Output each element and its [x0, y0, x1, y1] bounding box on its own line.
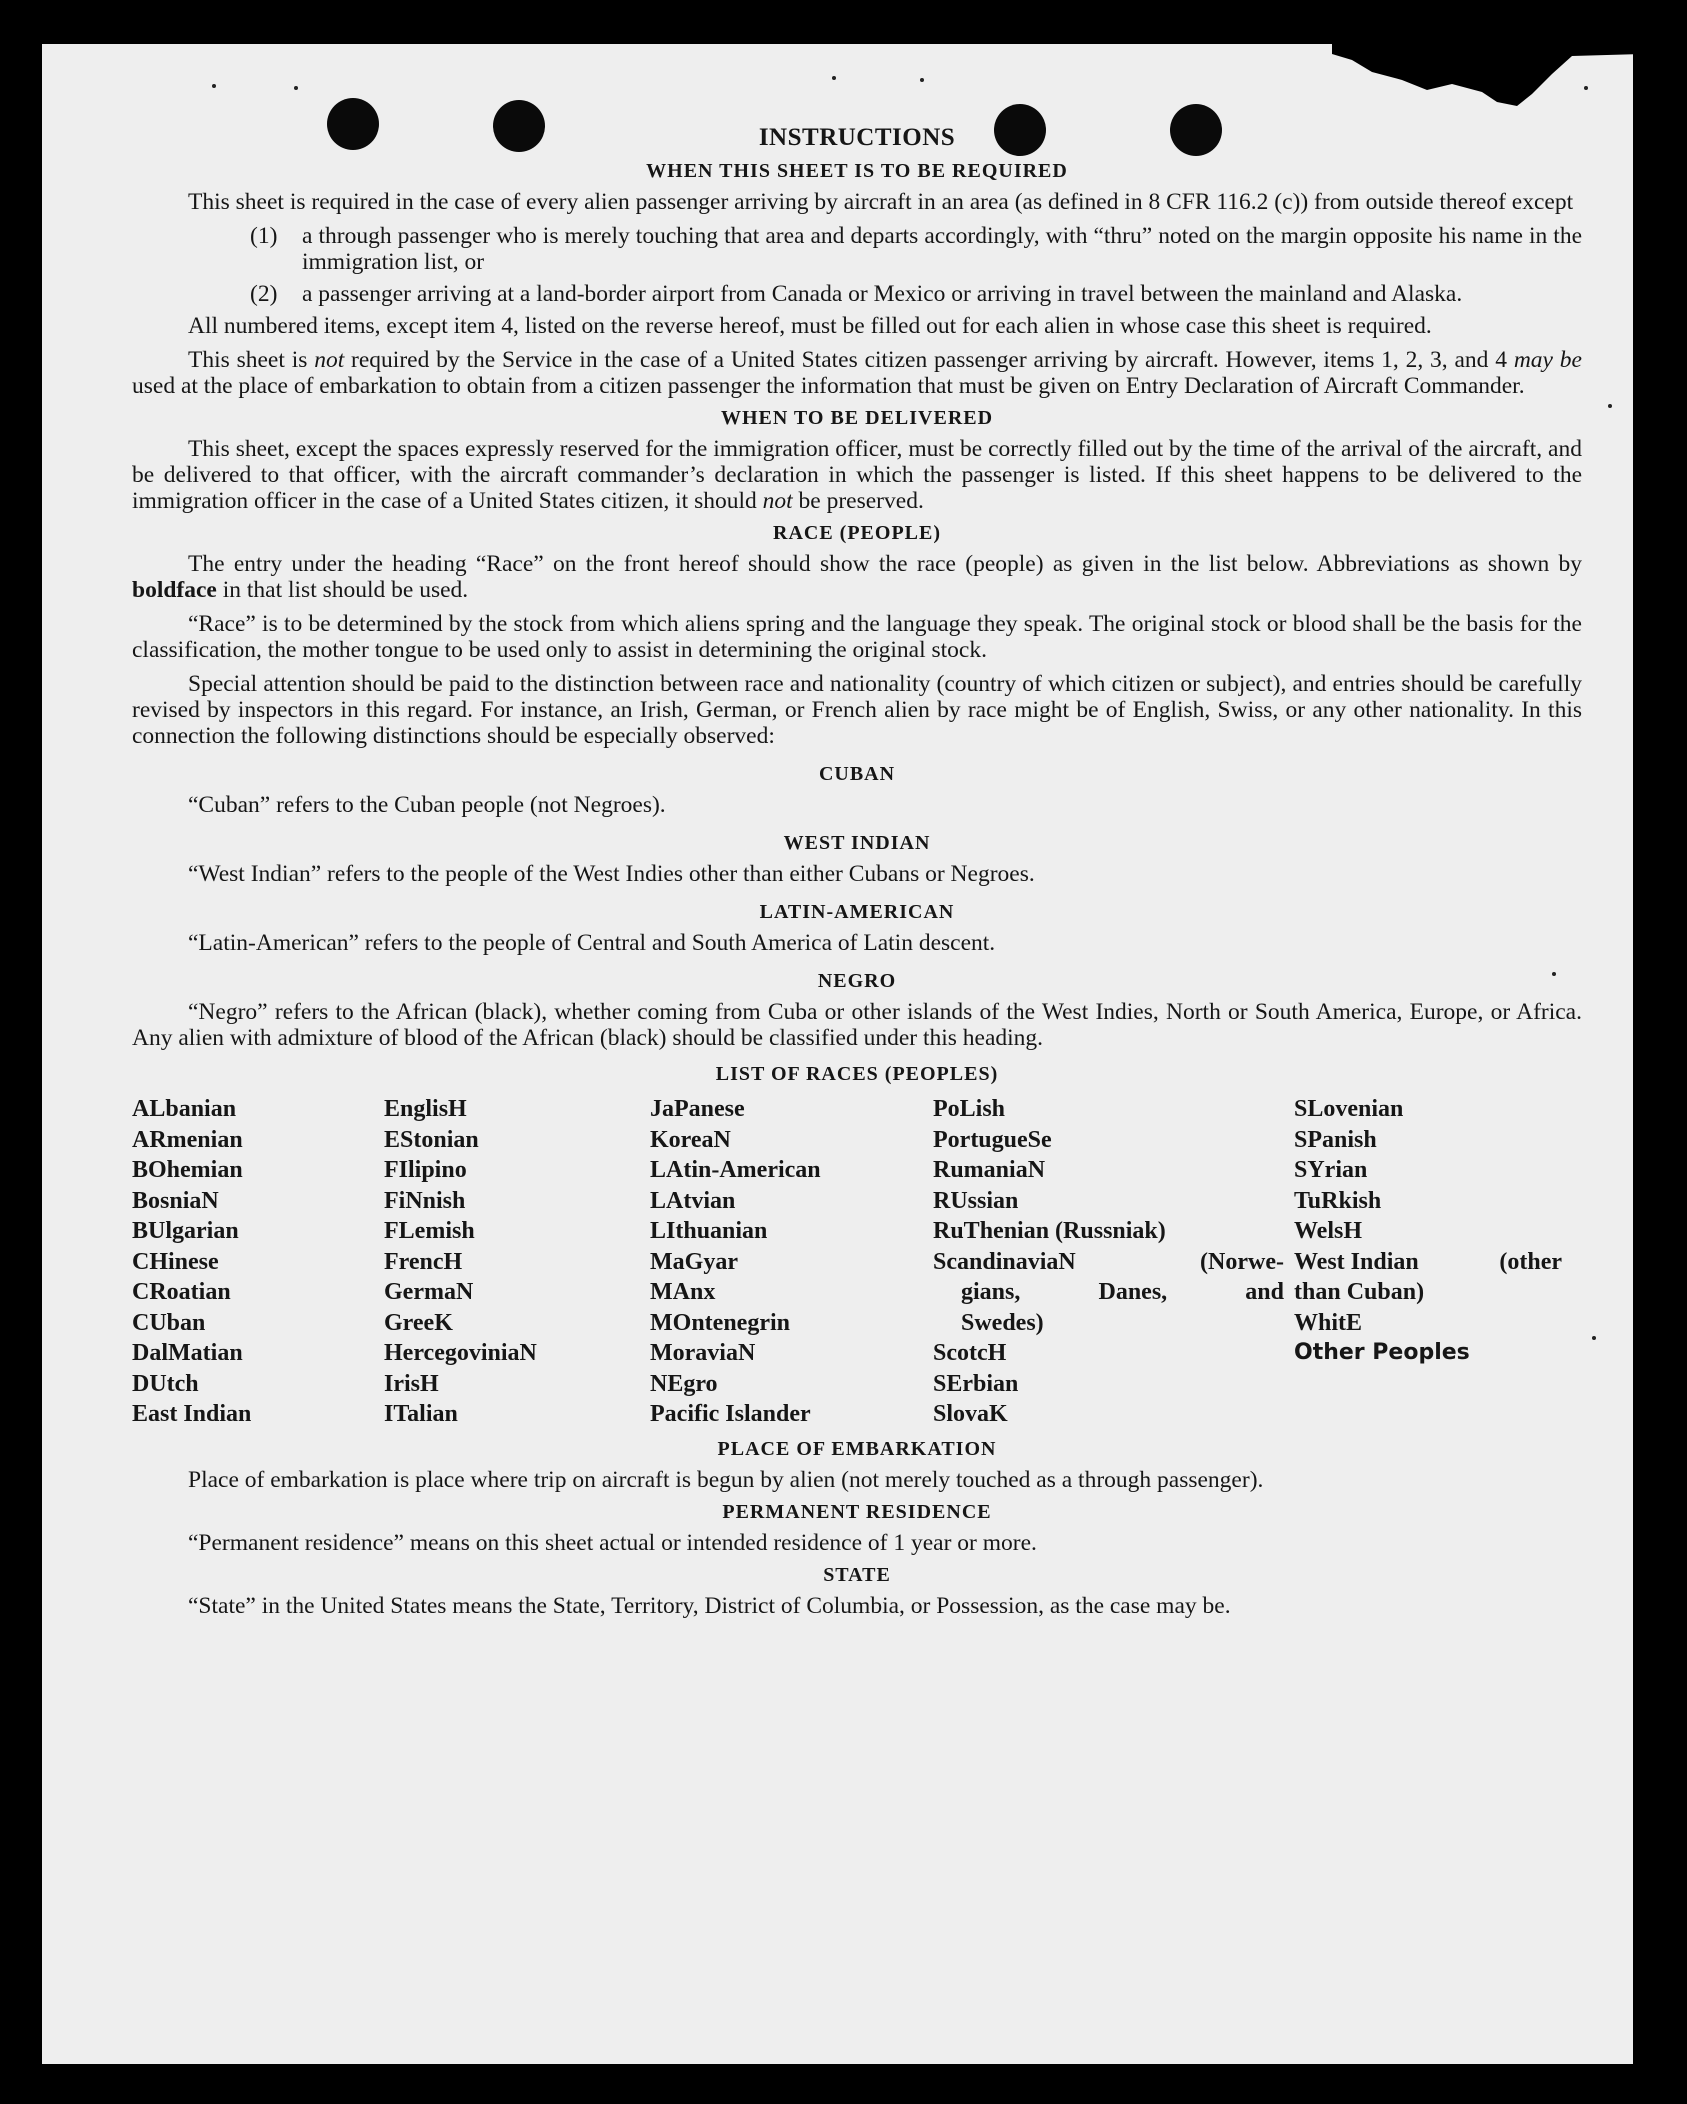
exception-number: (1): [250, 223, 278, 249]
latin-american-text: “Latin-American” refers to the people of Central and South America of Latin descent.: [188, 930, 996, 956]
section-heading-west-indian: WEST INDIAN: [783, 832, 931, 854]
race-item: ARmenian: [132, 1126, 243, 1153]
exception-item: [132, 223, 1582, 275]
section-heading-cuban: CUBAN: [818, 763, 896, 785]
west-indian-text: “West Indian” refers to the people of the West Indies other than either Cubans or Negroes.: [188, 861, 1035, 887]
race-item: DalMatian: [132, 1340, 243, 1366]
race-item: RumaniaN: [933, 1157, 1046, 1183]
race-item: RUssian: [933, 1187, 1019, 1214]
race-item: CUban: [132, 1309, 206, 1336]
section-heading-when-required: WHEN THIS SHEET IS TO BE REQUIRED: [646, 160, 1068, 182]
race-item: GreeK: [384, 1309, 453, 1336]
race-item: SLovenian: [1294, 1096, 1404, 1122]
embarkation-text: Place of embarkation is place where trip on aircraft is begun by alien (not merely touched as a through passenger).: [188, 1466, 1264, 1493]
speck: [1592, 1336, 1596, 1340]
race-item: JaPanese: [650, 1096, 745, 1122]
torn-corner: [1332, 44, 1642, 124]
race-item: HercegoviniaN: [384, 1340, 537, 1366]
race-item: TuRkish: [1294, 1187, 1382, 1214]
when-required-intro: This sheet is required in the case of every alien passenger arriving by aircraft in an area (as defined in 8 CFR 116.2 (c)) from outside thereof except: [188, 189, 1574, 215]
race-item: ScotcH: [933, 1340, 1007, 1366]
instructions-content: [132, 124, 1582, 1627]
race-list: [132, 1094, 1582, 1430]
race-item: EnglisH: [384, 1096, 467, 1122]
race-item: WhitE: [1294, 1309, 1363, 1336]
race-item: SlovaK: [933, 1401, 1008, 1427]
exception-text: a through passenger who is merely touching that area and departs accordingly, with “thru” noted on the margin opposite his name in the immigration list, or: [302, 223, 1582, 275]
race-item: BUlgarian: [132, 1218, 239, 1244]
when-delivered-text: This sheet, except the spaces expressly reserved for the immigration officer, must be correctly filled out by the time of the arrival of the aircraft, and be delivered to that officer, with the aircraft commander’s declaration in which the passenger is listed. If this sheet happens to be delivered to the immigration officer in the case of a United States citizen, it should not be preserved.: [132, 436, 1582, 514]
race-item: MoraviaN: [650, 1340, 756, 1366]
race-item: PortugueSe: [933, 1126, 1052, 1153]
numbered-items-paragraph: All numbered items, except item 4, listed on the reverse hereof, must be filled out for each alien in whose case this sheet is required.: [188, 313, 1432, 339]
speck: [294, 86, 298, 90]
race-item-scandinavian: ScandinaviaN (Norwe-: [933, 1248, 1284, 1275]
race-item: Pacific Islander: [650, 1401, 811, 1427]
race-item: DUtch: [132, 1370, 199, 1397]
residence-text: “Permanent residence” means on this sheet actual or intended residence of 1 year or more.: [188, 1529, 1037, 1556]
race-item: FiNnish: [384, 1187, 466, 1214]
section-heading-when-delivered: WHEN TO BE DELIVERED: [720, 407, 994, 429]
negro-text: “Negro” refers to the African (black), whether coming from Cuba or other islands of the West Indies, North or South America, Europe, or Africa. Any alien with admixture of blood of the African (black) should be classified under this heading.: [132, 999, 1582, 1051]
speck: [832, 76, 836, 80]
race-item: MOntenegrin: [650, 1309, 790, 1336]
race-item-west-indian: West Indian (other: [1294, 1248, 1562, 1275]
race-paragraph-1: The entry under the heading “Race” on the front hereof should show the race (people) as given in the list below. Abbreviations as shown by boldface in that list should be used.: [132, 551, 1582, 603]
page-title: INSTRUCTIONS: [758, 124, 956, 151]
race-item: SYrian: [1294, 1157, 1368, 1183]
race-item: LIthuanian: [650, 1218, 768, 1244]
race-item: CHinese: [132, 1248, 219, 1275]
race-item: ITalian: [384, 1401, 458, 1427]
race-item: ALbanian: [132, 1096, 237, 1122]
race-column-4: [933, 1094, 1294, 1430]
document-page: [42, 44, 1633, 2064]
race-item: MaGyar: [650, 1248, 738, 1275]
speck: [920, 78, 924, 82]
race-item: IrisH: [384, 1370, 439, 1397]
citizen-paragraph: This sheet is not required by the Service in the case of a United States citizen passenger arriving by aircraft. However, items 1, 2, 3, and 4 may be used at the place of embarkation to obtain from a citizen passenger the information that must be given on Entry Declaration of Aircraft Commander.: [132, 347, 1582, 399]
race-item-west-indian-cont: than Cuban): [1294, 1279, 1425, 1305]
race-item: FLemish: [384, 1218, 475, 1244]
section-heading-list-of-races: LIST OF RACES (PEOPLES): [715, 1063, 999, 1085]
race-item: PoLish: [933, 1096, 1006, 1122]
race-item: LAtin-American: [650, 1157, 821, 1183]
race-item: NEgro: [650, 1370, 718, 1397]
race-item: LAtvian: [650, 1187, 736, 1214]
race-item: KoreaN: [650, 1126, 731, 1153]
speck: [212, 84, 216, 88]
section-heading-race: RACE (PEOPLE): [773, 522, 941, 544]
race-item: FrencH: [384, 1248, 463, 1275]
speck: [1584, 86, 1588, 90]
race-paragraph-3: Special attention should be paid to the distinction between race and nationality (country of which citizen or subject), and entries should be carefully revised by inspectors in this regard. For instance, an Irish, German, or French alien by race might be of English, Swiss, or any other nationality. In this connection the following distinctions should be especially observed:: [132, 671, 1582, 749]
race-item: SErbian: [933, 1370, 1019, 1397]
state-text: “State” in the United States means the State, Territory, District of Columbia, or Possession, as the case may be.: [188, 1592, 1231, 1619]
exception-item: [132, 281, 1582, 307]
race-column-1: [132, 1094, 384, 1430]
speck: [1608, 404, 1612, 408]
race-paragraph-2: “Race” is to be determined by the stock from which aliens spring and the language they speak. The original stock or blood shall be the basis for the classification, the mother tongue to be used only to assist in determining the original stock.: [132, 611, 1582, 663]
race-item-scandinavian-cont: Swedes): [961, 1309, 1044, 1336]
race-item: BosniaN: [132, 1187, 219, 1214]
race-item: CRoatian: [132, 1279, 231, 1305]
exception-text: a passenger arriving at a land-border airport from Canada or Mexico or arriving in travel between the mainland and Alaska.: [302, 281, 1463, 307]
race-item-scandinavian-cont: gians, Danes, and: [961, 1279, 1284, 1305]
race-item: GermaN: [384, 1279, 474, 1305]
race-column-3: [650, 1094, 933, 1430]
race-column-5: [1294, 1094, 1562, 1430]
race-item: RuThenian (Russniak): [933, 1218, 1166, 1244]
race-item-other: Other Peoples: [1294, 1340, 1470, 1365]
section-heading-negro: NEGRO: [817, 970, 897, 992]
race-item: WelsH: [1294, 1218, 1363, 1244]
section-heading-embarkation: PLACE OF EMBARKATION: [717, 1437, 997, 1460]
cuban-text: “Cuban” refers to the Cuban people (not Negroes).: [188, 792, 666, 818]
race-item: East Indian: [132, 1401, 252, 1427]
section-heading-state: STATE: [823, 1563, 891, 1586]
race-item: EStonian: [384, 1126, 479, 1153]
race-item: FIlipino: [384, 1157, 467, 1183]
exception-number: (2): [250, 281, 278, 307]
section-heading-residence: PERMANENT RESIDENCE: [722, 1500, 992, 1523]
race-item: BOhemian: [132, 1157, 243, 1183]
race-item: SPanish: [1294, 1126, 1377, 1153]
race-column-2: [384, 1094, 650, 1430]
section-heading-latin-american: LATIN-AMERICAN: [759, 901, 955, 923]
race-item: MAnx: [650, 1279, 716, 1305]
